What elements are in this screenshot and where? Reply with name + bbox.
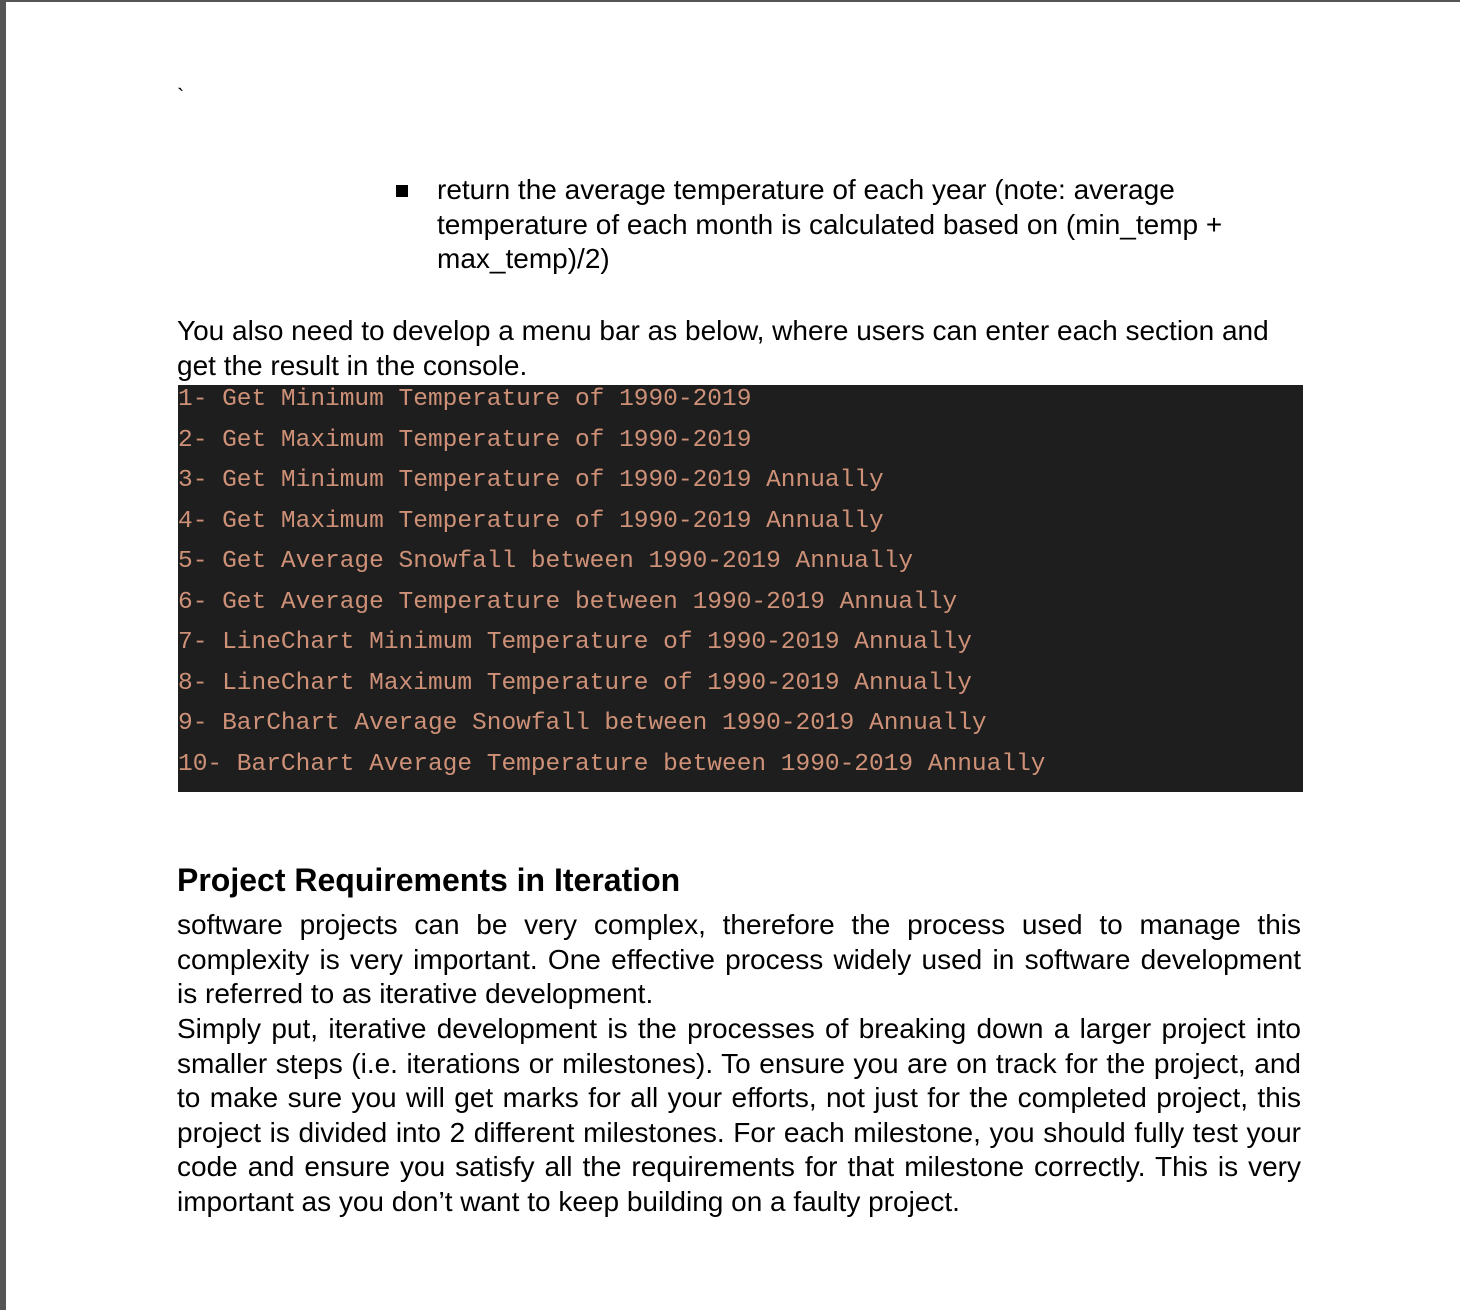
square-bullet-icon <box>396 185 408 197</box>
viewer-top-border <box>0 0 1460 2</box>
bullet-text: return the average temperature of each year (note: average temperature of each month is calculated based on (min_temp + max_temp)/2) <box>437 174 1223 274</box>
menu-option-5: 5- Get Average Snowfall between 1990-2019 Annually <box>178 548 914 575</box>
menu-option-7: 7- LineChart Minimum Temperature of 1990-2019 Annually <box>178 629 972 656</box>
menu-option-9: 9- BarChart Average Snowfall between 1990-2019 Annually <box>178 710 987 737</box>
menu-option-6: 6- Get Average Temperature between 1990-2019 Annually <box>178 588 958 616</box>
menu-option-10: 10- BarChart Average Temperature between 1990-2019 Annually <box>178 750 1046 778</box>
menu-option-4: 4- Get Maximum Temperature of 1990-2019 Annually <box>178 507 884 535</box>
menu-option-1: 1- Get Minimum Temperature of 1990-2019 <box>178 386 752 413</box>
console-menu-block <box>178 385 1303 792</box>
menu-intro-paragraph: You also need to develop a menu bar as below, where users can enter each section and get the result in the console. <box>177 315 1269 381</box>
menu-option-2: 2- Get Maximum Temperature of 1990-2019 <box>178 426 752 454</box>
viewer-left-border <box>0 0 6 1310</box>
menu-option-8: 8- LineChart Maximum Temperature of 1990-2019 Annually <box>178 669 972 697</box>
stray-backtick: ` <box>177 84 185 109</box>
paragraph-iterative-details: Simply put, iterative development is the processes of breaking down a larger project into smaller steps (i.e. iterations or milestones). To ensure you are on track for the project, and to make sure you will get marks for all your efforts, not just for the completed project, this project is divided into 2 different milestones. For each milestone, you should fully test your code and ensure you satisfy all the requirements for that milestone correctly. This is very important as you don’t want to keep building on a faulty project. <box>177 1013 1301 1217</box>
section-heading: Project Requirements in Iteration <box>177 862 681 898</box>
menu-option-3: 3- Get Minimum Temperature of 1990-2019 Annually <box>178 467 884 494</box>
paragraph-iterative-intro: software projects can be very complex, therefore the process used to manage this complexity is very important. One effective process widely used in software development is referred to as iterative development. <box>177 909 1301 1009</box>
